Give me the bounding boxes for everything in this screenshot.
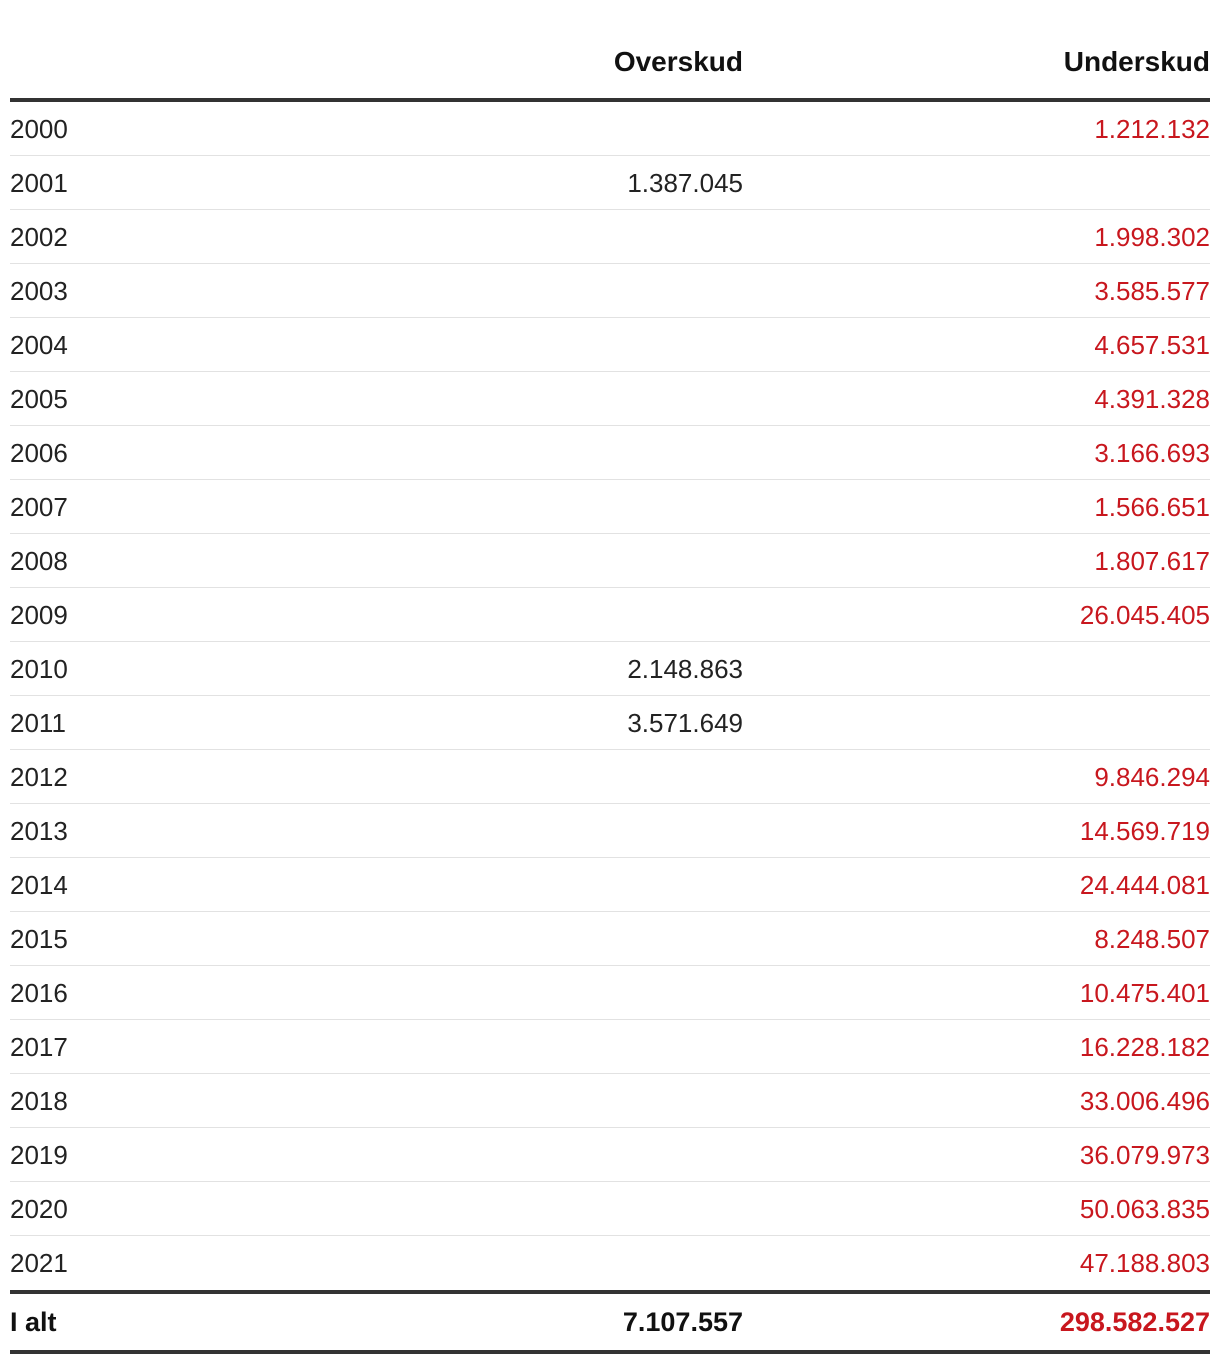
table-row <box>10 1020 1210 1074</box>
row-underskud: 1.212.132 <box>1094 114 1210 144</box>
surplus-deficit-table <box>10 0 1210 1354</box>
row-underskud: 33.006.496 <box>1079 1086 1210 1116</box>
row-year: 2000 <box>10 114 68 144</box>
row-year: 2012 <box>10 762 68 792</box>
row-year: 2011 <box>10 708 66 738</box>
table-row <box>10 858 1210 912</box>
row-year: 2010 <box>10 654 68 684</box>
row-underskud: 1.807.617 <box>1094 546 1210 576</box>
row-year: 2009 <box>10 600 68 630</box>
row-year: 2002 <box>10 222 68 252</box>
row-underskud: 3.166.693 <box>1094 438 1210 468</box>
row-year: 2006 <box>10 438 68 468</box>
table-row <box>10 642 1210 696</box>
table-row <box>10 318 1210 372</box>
table-row <box>10 804 1210 858</box>
table-row <box>10 966 1210 1020</box>
row-underskud: 1.566.651 <box>1094 492 1210 522</box>
row-underskud: 36.079.973 <box>1079 1140 1210 1170</box>
row-underskud: 50.063.835 <box>1079 1194 1210 1224</box>
total-overskud: 7.107.557 <box>622 1307 743 1337</box>
row-year: 2004 <box>10 330 68 360</box>
row-year: 2018 <box>10 1086 68 1116</box>
row-year: 2005 <box>10 384 68 414</box>
header-underskud: Underskud <box>1063 46 1210 77</box>
row-underskud: 14.569.719 <box>1079 816 1210 846</box>
table-row <box>10 102 1210 156</box>
row-underskud: 16.228.182 <box>1079 1032 1210 1062</box>
total-label: I alt <box>10 1307 57 1337</box>
total-underskud: 298.582.527 <box>1059 1307 1210 1337</box>
row-underskud: 24.444.081 <box>1079 870 1210 900</box>
table-row <box>10 750 1210 804</box>
table-row <box>10 1182 1210 1236</box>
table-body <box>10 102 1210 1290</box>
table-row <box>10 372 1210 426</box>
row-year: 2017 <box>10 1032 68 1062</box>
row-underskud: 47.188.803 <box>1079 1248 1210 1278</box>
table-row <box>10 1074 1210 1128</box>
row-year: 2008 <box>10 546 68 576</box>
row-year: 2013 <box>10 816 68 846</box>
row-underskud: 9.846.294 <box>1094 762 1210 792</box>
row-underskud: 8.248.507 <box>1094 924 1210 954</box>
row-underskud: 10.475.401 <box>1079 978 1210 1008</box>
row-year: 2019 <box>10 1140 68 1170</box>
row-year: 2016 <box>10 978 68 1008</box>
row-year: 2001 <box>10 168 68 198</box>
table-row <box>10 696 1210 750</box>
row-year: 2007 <box>10 492 68 522</box>
table-row <box>10 1128 1210 1182</box>
row-underskud: 3.585.577 <box>1094 276 1210 306</box>
row-year: 2003 <box>10 276 68 306</box>
row-overskud: 3.571.649 <box>627 708 743 738</box>
row-year: 2015 <box>10 924 68 954</box>
row-underskud: 4.391.328 <box>1094 384 1210 414</box>
table-row <box>10 480 1210 534</box>
row-underskud: 1.998.302 <box>1094 222 1210 252</box>
table-row <box>10 210 1210 264</box>
table-row <box>10 588 1210 642</box>
header-overskud: Overskud <box>613 46 743 77</box>
table-header <box>10 0 1210 102</box>
row-underskud: 4.657.531 <box>1094 330 1210 360</box>
table-row <box>10 156 1210 210</box>
row-overskud: 1.387.045 <box>627 168 743 198</box>
table-row <box>10 912 1210 966</box>
table-row <box>10 1236 1210 1290</box>
row-year: 2014 <box>10 870 68 900</box>
row-overskud: 2.148.863 <box>627 654 743 684</box>
table-row <box>10 264 1210 318</box>
row-year: 2021 <box>10 1248 68 1278</box>
total-row <box>10 1290 1210 1354</box>
table-row <box>10 534 1210 588</box>
row-underskud: 26.045.405 <box>1079 600 1210 630</box>
row-year: 2020 <box>10 1194 68 1224</box>
table-row <box>10 426 1210 480</box>
